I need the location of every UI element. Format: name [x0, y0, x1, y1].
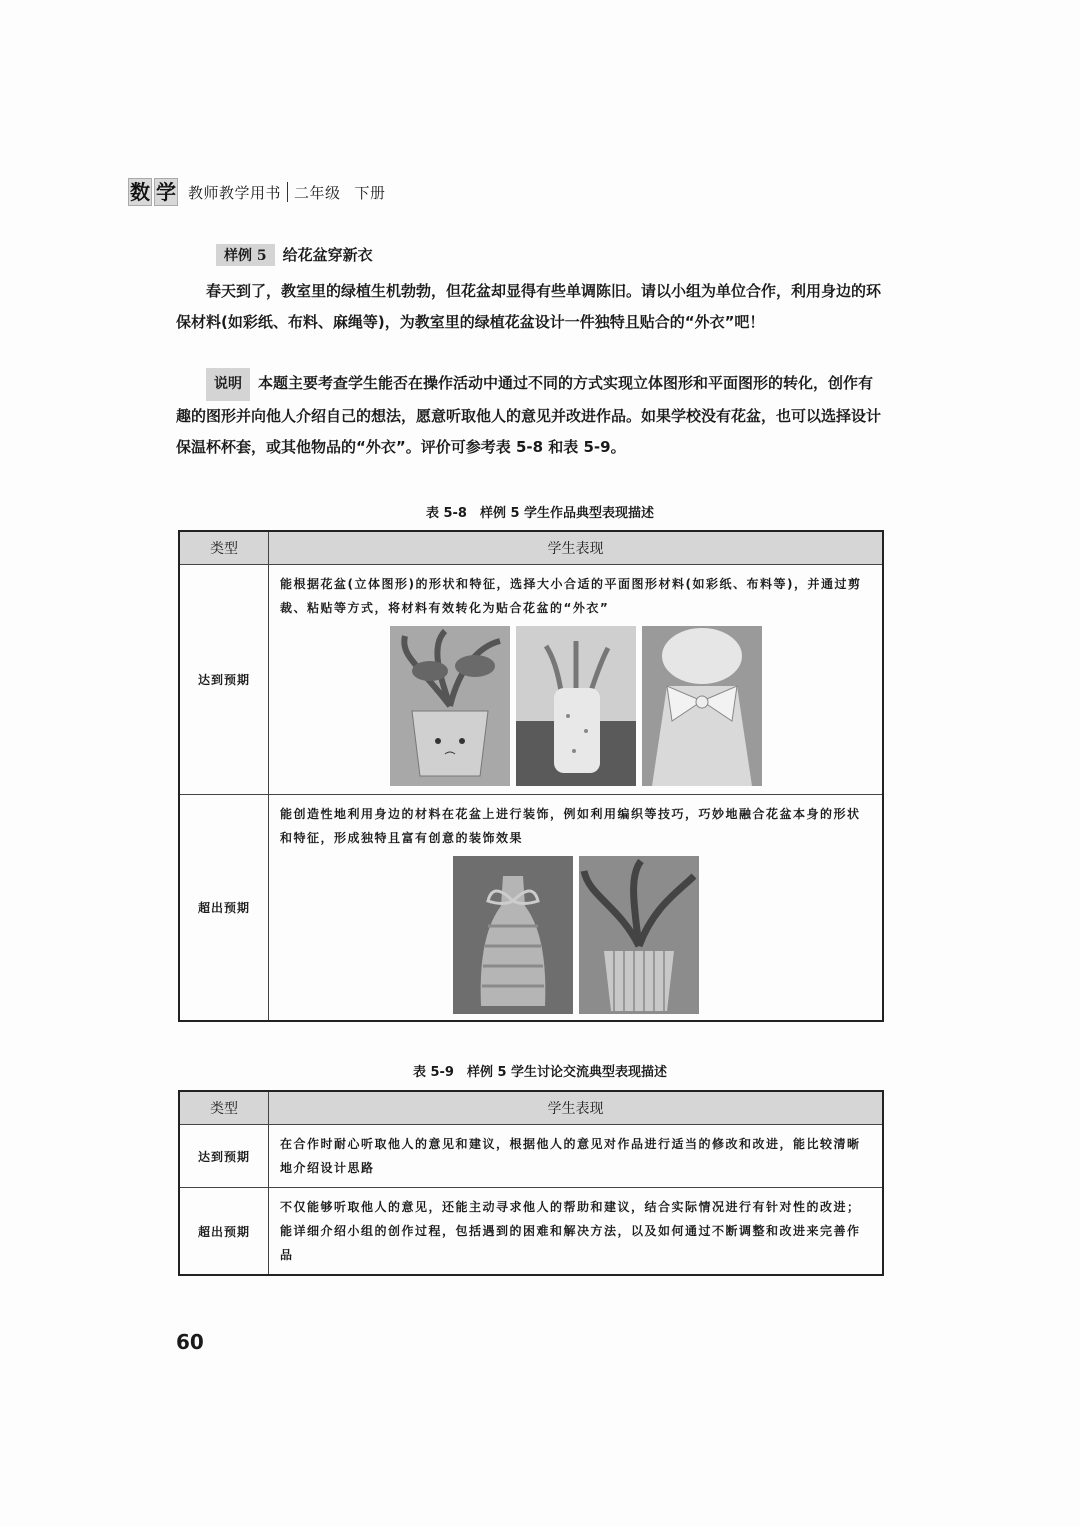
row-desc: 能根据花盆(立体图形)的形状和特征，选择大小合适的平面图形材料(如彩纸、布料等)，并通过剪裁、粘贴等方式，将材料有效转化为贴合花盆的“外衣”	[280, 577, 862, 615]
bowtie-pot-photo	[642, 626, 762, 786]
row-desc-cell	[269, 565, 884, 795]
photo-group	[270, 850, 881, 1014]
table-row	[179, 795, 883, 1021]
note-paragraph	[176, 368, 884, 463]
sample-tag: 样例 5	[216, 244, 275, 266]
row-type: 达到预期	[179, 1125, 269, 1188]
column-header-type: 类型	[179, 531, 269, 565]
sample-body: 春天到了，教室里的绿植生机勃勃，但花盆却显得有些单调陈旧。请以小组为单位合作，利用身边的环保材料(如彩纸、布料、麻绳等)，为教室里的绿植花盆设计一件独特且贴合的“外衣”吧！	[176, 282, 882, 331]
row-desc-cell	[269, 1188, 884, 1276]
row-desc-cell	[269, 1125, 884, 1188]
volume-label: 下册	[354, 183, 386, 202]
table-row	[179, 1125, 883, 1188]
sample-title: 给花盆穿新衣	[282, 246, 373, 264]
row-type: 达到预期	[179, 565, 269, 795]
row-type: 超出预期	[179, 795, 269, 1021]
column-header-performance: 学生表现	[269, 531, 884, 565]
row-desc: 不仅能够听取他人的意见，还能主动寻求他人的帮助和建议，结合实际情况进行有针对性的改进；能详细介绍小组的创作过程，包括遇到的困难和解决方法，以及如何通过不断调整和改进来完善作品	[280, 1200, 861, 1262]
column-header-performance: 学生表现	[269, 1091, 884, 1125]
logo-char: 学	[156, 180, 176, 204]
table-row	[179, 1188, 883, 1276]
row-desc-cell	[269, 795, 884, 1021]
grade-label: 二年级	[294, 183, 341, 202]
page-number: 60	[176, 1330, 204, 1354]
table2-caption: 表 5-9 样例 5 学生讨论交流典型表现描述	[412, 1065, 668, 1080]
header-divider	[287, 182, 288, 202]
note-body: 本题主要考查学生能否在操作活动中通过不同的方式实现立体图形和平面图形的转化，创作有趣的图形并向他人介绍自己的想法，愿意听取他人的意见并改进作品。如果学校没有花盆，也可以选择设计保温杯杯套，或其他物品的“外衣”。评价可参考表 5-8 和表 5-9。	[176, 374, 882, 456]
table-row	[179, 565, 883, 795]
photo-group	[270, 620, 881, 786]
rope-bottle-photo	[453, 856, 573, 1014]
bottle-pot-photo	[516, 626, 636, 786]
row-type: 超出预期	[179, 1188, 269, 1276]
running-header	[128, 176, 386, 208]
table-5-9	[178, 1090, 884, 1276]
row-desc: 能创造性地利用身边的材料在花盆上进行装饰，例如利用编织等技巧，巧妙地融合花盆本身的形状和特征，形成独特且富有创意的装饰效果	[280, 807, 861, 845]
table-5-8	[178, 530, 884, 1022]
table1-caption: 表 5-8 样例 5 学生作品典型表现描述	[425, 506, 655, 521]
sample-heading	[216, 244, 373, 266]
row-desc: 在合作时耐心听取他人的意见和建议，根据他人的意见对作品进行适当的修改和改进，能比较清晰地介绍设计思路	[280, 1137, 861, 1175]
woven-pot-photo	[579, 856, 699, 1014]
flowerpot-face-photo	[390, 626, 510, 786]
table-header-row	[179, 531, 883, 565]
subject-logo	[128, 178, 180, 206]
table-header-row	[179, 1091, 883, 1125]
column-header-type: 类型	[179, 1091, 269, 1125]
book-title: 教师教学用书	[188, 183, 282, 202]
logo-char: 数	[130, 180, 150, 204]
note-tag: 说明	[206, 368, 250, 401]
